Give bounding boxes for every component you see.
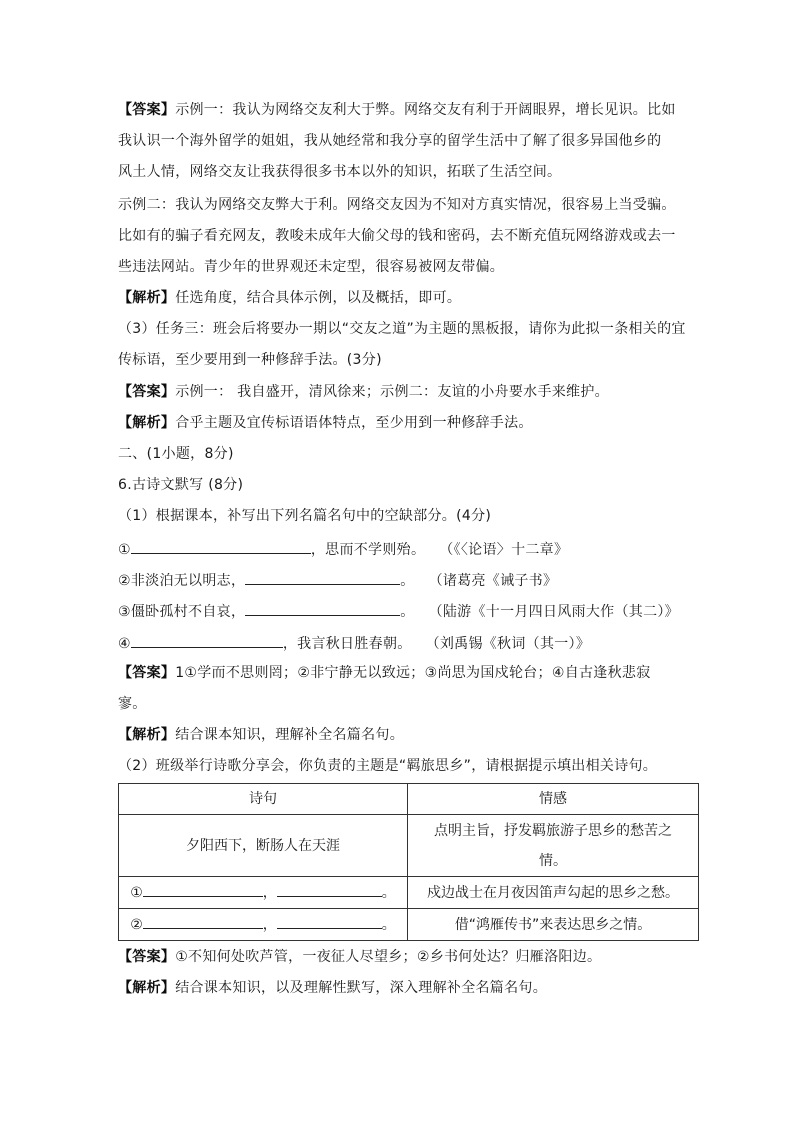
blank-item-1 — [118, 537, 568, 559]
table-row — [119, 815, 699, 877]
blank-4[interactable] — [131, 631, 283, 648]
row-1-poem: 夕阳西下，断肠人在天涯 — [119, 815, 408, 877]
item-1-text: ，思而不学则殆。 — [310, 542, 426, 558]
task3-question-line-2: 传标语，至少要用到一种修辞手法。(3分) — [118, 352, 382, 368]
subquestion-2-answer: 【答案】①不知何处吹芦管，一夜征人尽望乡；②乡书何处达？归雁洛阳边。 — [118, 949, 602, 965]
row-2-end: 。 — [381, 884, 396, 901]
section-tag: 【答案】 — [118, 949, 176, 965]
answer-example-1-line-3: 风土人情，网络交友让我获得很多书本以外的知识，拓联了生活空间。 — [118, 164, 562, 180]
row-2-blank-a[interactable] — [143, 880, 263, 897]
section-tag: 【答案】 — [118, 384, 176, 400]
answer-example-1-line-1: 【答案】示例一：我认为网络交友利大于弊。网络交友有利于开阔眼界，增长见识。比如 — [118, 102, 676, 118]
item-3-source: （陆游《十一月四日风雨大作（其二）》 — [428, 604, 679, 620]
row-3-emotion: 借“鸿雁传书”来表达思乡之情。 — [408, 909, 699, 941]
item-1-source: （《〈论语〉十二章》 — [439, 542, 569, 558]
subquestion-1-answer-line-2: 寥。 — [118, 696, 147, 712]
task3-question-line-1: （3）任务三：班会后将要办一期以“交友之道”为主题的黑板报，请你为此拟一条相关的宜 — [118, 321, 686, 337]
blank-item-3 — [118, 599, 679, 621]
answer-example-2-line-3: 些违法网站。青少年的世界观还未定型，很容易被网友带偏。 — [118, 259, 505, 275]
section-tag: 【解析】 — [118, 980, 176, 996]
row-3-separator: ， — [262, 916, 277, 933]
item-4-source: （刘禹锡《秋词（其一）》 — [425, 636, 591, 652]
analysis-line-1: 【解析】任选角度，结合具体示例，以及概括，即可。 — [118, 290, 462, 306]
row-2-separator: ， — [262, 884, 277, 901]
question-6-heading: 6.古诗文默写 (8分) — [118, 477, 244, 493]
item-2-text: ②非淡泊无以明志， — [118, 573, 246, 589]
table-row — [119, 877, 699, 909]
row-2-emotion: 戍边战士在月夜因笛声勾起的思乡之愁。 — [408, 877, 699, 909]
item-3-text: ③僵卧孤村不自哀， — [118, 604, 246, 620]
answer-example-1-line-2: 我认识一个海外留学的姐姐，我从她经常和我分享的留学生活中了解了很多异国他乡的 — [118, 133, 662, 149]
header-poem-line: 诗句 — [119, 784, 408, 815]
section-tag: 【答案】 — [118, 102, 176, 118]
task3-analysis: 【解析】合乎主题及宜传标语语体特点，至少用到一种修辞手法。 — [118, 415, 533, 431]
item-2-source: （诸葛亮《诫子书》 — [428, 573, 558, 589]
blank-1[interactable] — [131, 537, 311, 554]
subquestion-1-answer-line-1: 【答案】1①学而不思则罔；②非宁静无以致远；③尚思为国戍轮台；④自古逢秋悲寂 — [118, 665, 651, 681]
item-2-end: 。 — [400, 573, 415, 589]
section-tag: 【解析】 — [118, 727, 176, 743]
table-row — [119, 909, 699, 941]
row-3-blank-b[interactable] — [277, 912, 382, 929]
table-header-row — [119, 784, 699, 815]
item-4-number: ④ — [118, 636, 131, 652]
blank-3[interactable] — [245, 599, 400, 616]
row-2-blank-b[interactable] — [277, 880, 382, 897]
subquestion-1-prompt: （1）根据课本，补写出下列名篇名句中的空缺部分。(4分) — [118, 508, 492, 524]
row-1-emotion-line-1: 点明主旨，抒发羁旅游子思乡的愁苦之 — [434, 822, 672, 839]
section-tag: 【解析】 — [118, 415, 176, 431]
row-3-end: 。 — [381, 916, 396, 933]
subquestion-1-analysis: 【解析】结合课本知识，理解补全名篇名句。 — [118, 727, 405, 743]
section-tag: 【解析】 — [118, 290, 176, 306]
subquestion-2-analysis: 【解析】结合课本知识，以及理解性默写，深入理解补全名篇名句。 — [118, 980, 548, 996]
row-3-blank-a[interactable] — [143, 912, 263, 929]
task3-answer: 【答案】示例一： 我自盛开，清风徐来；示例二：友谊的小舟要水手来维护。 — [118, 384, 609, 400]
answer-example-2-line-2: 比如有的骗子看充网友，教唆未成年大偷父母的钱和密码，去不断充值玩网络游戏或去一 — [118, 228, 676, 244]
row-2-number: ① — [130, 884, 143, 901]
item-3-end: 。 — [400, 604, 415, 620]
subquestion-2-prompt: （2）班级举行诗歌分享会，你负责的主题是“羁旅思乡”，请根据提示填出相关诗句。 — [118, 758, 658, 774]
poem-table — [118, 783, 699, 941]
blank-item-2 — [118, 568, 557, 590]
section-two-heading: 二、(1小题，8分) — [118, 446, 234, 462]
header-emotion: 情感 — [408, 784, 699, 815]
answer-example-2-line-1: 示例二：我认为网络交友弊大于利。网络交友因为不知对方真实情况，很容易上当受骗。 — [118, 197, 676, 213]
row-1-emotion — [408, 815, 699, 877]
row-3-poem — [119, 909, 408, 941]
blank-item-4 — [118, 631, 590, 653]
item-4-text: ，我言秋日胜春朝。 — [282, 636, 412, 652]
row-1-emotion-line-2: 情。 — [539, 852, 567, 869]
row-3-number: ② — [130, 916, 143, 933]
section-tag: 【答案】 — [118, 665, 176, 681]
row-2-poem — [119, 877, 408, 909]
blank-2[interactable] — [245, 568, 400, 585]
item-1-number: ① — [118, 542, 131, 558]
